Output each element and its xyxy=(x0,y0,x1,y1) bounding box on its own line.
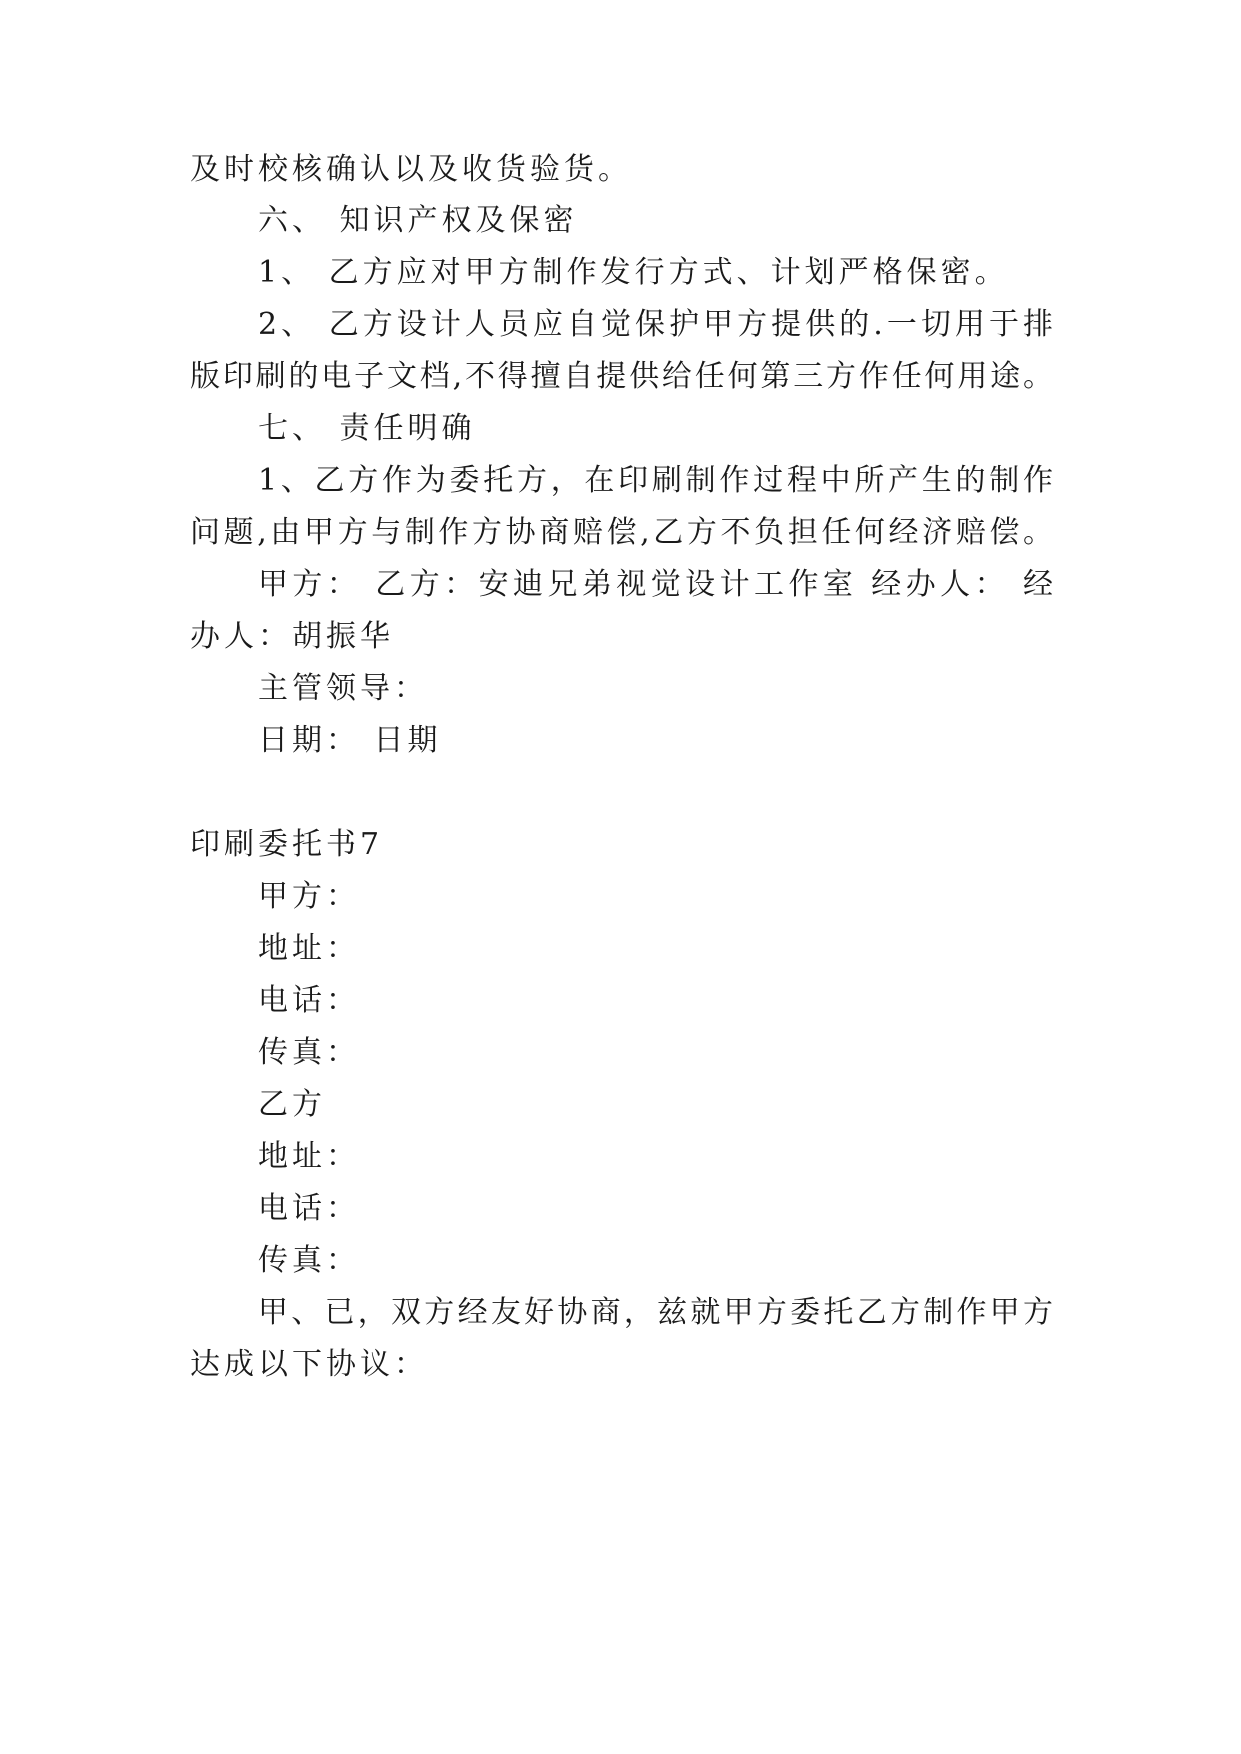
signature-line: 主管领导： xyxy=(258,671,428,706)
text-line: 问题,由甲方与制作方协商赔偿,乙方不负担任何经济赔偿。 xyxy=(190,515,1055,550)
section-heading: 七、 责任明确 xyxy=(258,411,476,446)
party-a-label: 甲方： xyxy=(258,879,360,914)
party-b-label: 乙方 xyxy=(258,1087,326,1122)
fax-field: 传真： xyxy=(258,1035,360,1070)
signature-line: 甲方： 乙方：安迪兄弟视觉设计工作室 经办人： 经 xyxy=(258,567,1055,602)
signature-line: 办人：胡振华 xyxy=(190,619,394,654)
text-line: 及时校核确认以及收货验货。 xyxy=(190,152,632,187)
document-title: 印刷委托书7 xyxy=(190,827,384,862)
address-field: 地址： xyxy=(258,931,360,966)
text-line: 2、 乙方设计人员应自觉保护甲方提供的.一切用于排 xyxy=(258,307,1055,342)
phone-field: 电话： xyxy=(258,1191,360,1226)
text-line: 达成以下协议： xyxy=(190,1347,428,1382)
text-line: 1、乙方作为委托方，在印刷制作过程中所产生的制作 xyxy=(258,463,1055,498)
date-line: 日期： 日期 xyxy=(258,723,442,758)
text-line: 版印刷的电子文档,不得擅自提供给任何第三方作任何用途。 xyxy=(190,359,1055,394)
fax-field: 传真： xyxy=(258,1243,360,1278)
address-field: 地址： xyxy=(258,1139,360,1174)
text-line: 甲、已，双方经友好协商，兹就甲方委托乙方制作甲方 xyxy=(258,1295,1055,1330)
section-heading: 六、 知识产权及保密 xyxy=(258,203,578,238)
text-line: 1、 乙方应对甲方制作发行方式、计划严格保密。 xyxy=(258,255,1009,290)
phone-field: 电话： xyxy=(258,983,360,1018)
